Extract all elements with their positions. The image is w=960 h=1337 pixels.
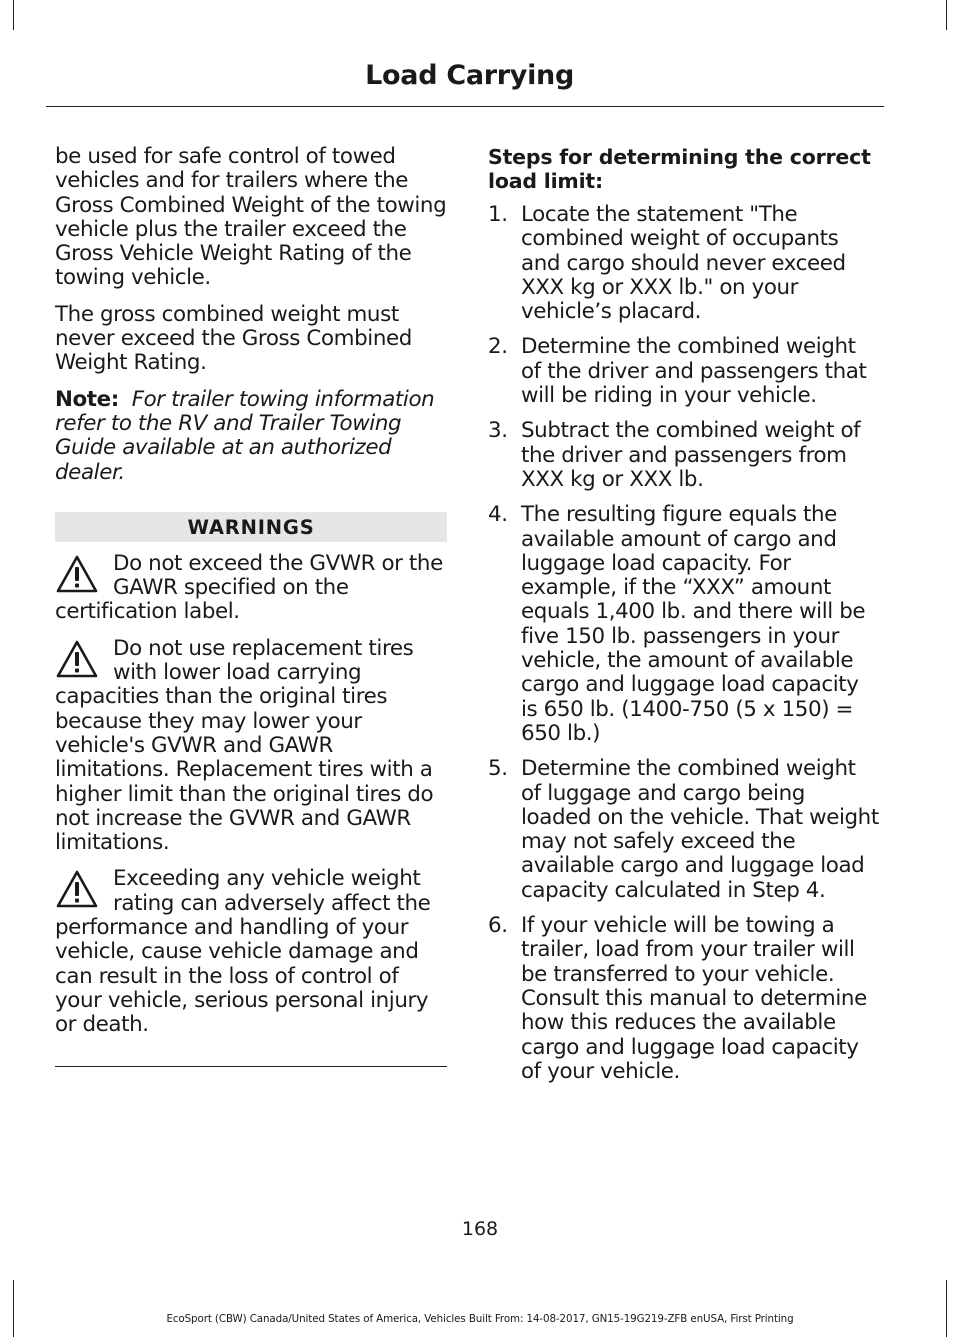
note-label: Note: [55,386,119,412]
warning-item [55,637,447,856]
footer-text: EcoSport (CBW) Canada/United States of America, Vehicles Built From: 14-08-2017, GN15-19G219-ZFB enUSA, First Printing [166,1313,794,1325]
crop-mark-top-right [946,0,947,30]
step-number: 5. [488,756,508,782]
right-column [488,145,880,1095]
step-item [488,914,880,1084]
warning-text: Exceeding any vehicle weight rating can adversely affect the performance and handling of your vehicle, cause vehicle damage and can result in the loss of control of your vehicle, serious personal injury or death. [55,866,431,1038]
warning-text: Do not use replacement tires with lower load carrying capacities than the original tires because they may lower your vehicle's GVWR and GAWR limitations. Replacement tires with a higher limit than the original tires do not increase the GVWR and GAWR limitations. [55,635,434,856]
step-number: 4. [488,502,508,528]
step-text: Subtract the combined weight of the driver and passengers from XXX kg or XXX lb. [521,418,861,492]
crop-mark-top-left [13,0,14,30]
warning-triangle-icon [55,639,105,683]
crop-mark-bottom-left [13,1280,14,1337]
step-text: Locate the statement "The combined weight of occupants and cargo should never exceed XXX kg or XXX lb." on your vehicle’s placard. [521,202,846,325]
steps-heading: Steps for determining the correct load limit: [488,145,871,193]
step-item [488,757,880,903]
step-text: Determine the combined weight of luggage and cargo being loaded on the vehicle. That weight may not safely exceed the available cargo and luggage load capacity calculated in Step 4. [521,756,879,903]
step-item [488,335,880,408]
step-item [488,503,880,746]
page-number: 168 [461,1218,499,1240]
page-section-title: Load Carrying [365,60,574,91]
intro-paragraph: be used for safe control of towed vehicles and for trailers where the Gross Combined Weight of the towing vehicle plus the trailer exceed the Gross Vehicle Weight Rating of the towing vehicle. [55,144,447,291]
warning-text: Do not exceed the GVWR or the GAWR specified on the certification label. [55,550,443,625]
note-paragraph [55,388,447,485]
left-column [55,145,447,1067]
header-divider [46,106,884,107]
step-text: If your vehicle will be towing a trailer, load from your trailer will be transferred to your vehicle. Consult this manual to determine how this reduces the available cargo and luggage load capacity of your vehicle. [521,913,867,1084]
steps-list [488,203,880,1084]
step-item [488,419,880,492]
step-number: 1. [488,202,508,227]
warnings-end-divider [55,1066,447,1067]
step-number: 6. [488,913,508,939]
warning-triangle-icon [55,554,105,598]
crop-mark-bottom-right [946,1280,947,1337]
warning-item [55,552,447,625]
gross-weight-paragraph: The gross combined weight must never exceed the Gross Combined Weight Rating. [55,301,412,376]
step-text: The resulting figure equals the available amount of cargo and luggage load capacity. For example, if the “XXX” amount equals 1,400 lb. and there will be five 150 lb. passengers in your vehicle, the amount of available cargo and luggage load capacity is 650 lb. (1400-750 (5 x 150) = 650 lb.) [521,502,866,746]
step-text: Determine the combined weight of the driver and passengers that will be riding in your vehicle. [521,334,867,409]
note-text: For trailer towing information refer to the RV and Trailer Towing Guide available at an authorized dealer. [55,386,435,485]
step-item [488,203,880,324]
warning-item [55,867,447,1037]
step-number: 3. [488,418,508,444]
warnings-heading: WARNINGS [55,512,447,542]
warning-triangle-icon [55,869,105,913]
step-number: 2. [488,334,508,360]
